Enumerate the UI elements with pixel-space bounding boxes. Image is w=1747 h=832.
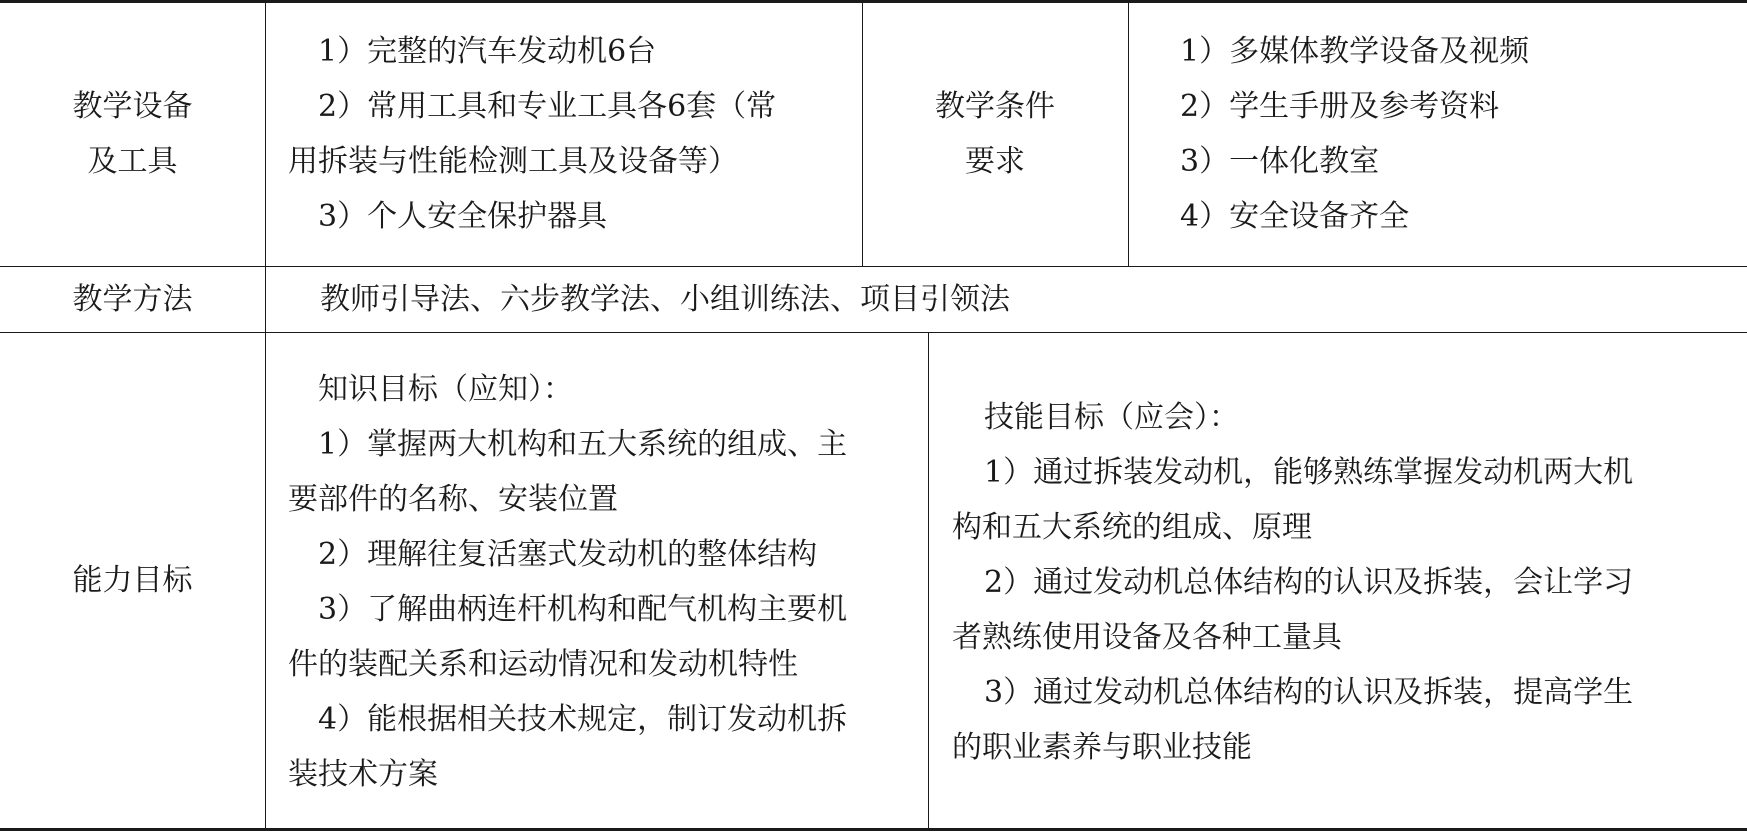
list-item: 2）理解往复活塞式发动机的整体结构: [318, 537, 818, 572]
conditions-label-line2: 要求: [965, 144, 1025, 179]
row-divider: [0, 332, 1747, 333]
list-item: 4）安全设备齐全: [1180, 199, 1410, 234]
methods-text: 教师引导法、六步教学法、小组训练法、项目引领法: [320, 282, 1010, 317]
list-item: 4）能根据相关技术规定，制订发动机拆: [318, 702, 848, 737]
equipment-label-line2: 及工具: [87, 144, 178, 179]
list-item: 1）多媒体教学设备及视频: [1180, 34, 1530, 69]
conditions-list: [1180, 24, 1720, 244]
list-item: 技能目标（应会）：: [984, 400, 1239, 435]
list-item: 知识目标（应知）：: [318, 372, 573, 407]
list-item: 3）通过发动机总体结构的认识及拆装，提高学生: [984, 675, 1634, 710]
methods-label: 教学方法: [72, 282, 193, 317]
table-bottom-border: [0, 828, 1747, 831]
table-top-border: [0, 0, 1747, 3]
list-item: 2）学生手册及参考资料: [1180, 89, 1500, 124]
skill-goals: [952, 390, 1737, 775]
list-item: 要部件的名称、安装位置: [288, 482, 618, 517]
list-item: 3）个人安全保护器具: [318, 199, 608, 234]
equipment-label: [0, 79, 265, 189]
list-item: 者熟练使用设备及各种工量具: [952, 620, 1342, 655]
list-item: 2）常用工具和专业工具各6套（常: [318, 89, 777, 124]
column-divider: [265, 0, 266, 831]
list-item: 1）通过拆装发动机，能够熟练掌握发动机两大机: [984, 455, 1634, 490]
list-item: 1）完整的汽车发动机6台: [318, 34, 657, 69]
column-divider: [1128, 0, 1129, 266]
list-item: 的职业素养与职业技能: [952, 730, 1252, 765]
list-item: 3）一体化教室: [1180, 144, 1380, 179]
list-item: 3）了解曲柄连杆机构和配气机构主要机: [318, 592, 848, 627]
conditions-label-line1: 教学条件: [935, 89, 1055, 124]
conditions-label: [862, 79, 1128, 189]
list-item: 装技术方案: [288, 757, 438, 792]
list-item: 1）掌握两大机构和五大系统的组成、主: [318, 427, 848, 462]
knowledge-goals: [288, 362, 918, 802]
ability-label: 能力目标: [72, 563, 193, 598]
list-item: 2）通过发动机总体结构的认识及拆装，会让学习: [984, 565, 1634, 600]
equipment-list: [288, 24, 858, 244]
equipment-label-line1: 教学设备: [72, 89, 193, 124]
list-item: 构和五大系统的组成、原理: [952, 510, 1312, 545]
list-item: 件的装配关系和运动情况和发动机特性: [288, 647, 798, 682]
column-divider: [928, 332, 929, 829]
list-item: 用拆装与性能检测工具及设备等）: [288, 144, 738, 179]
row-divider: [0, 266, 1747, 267]
